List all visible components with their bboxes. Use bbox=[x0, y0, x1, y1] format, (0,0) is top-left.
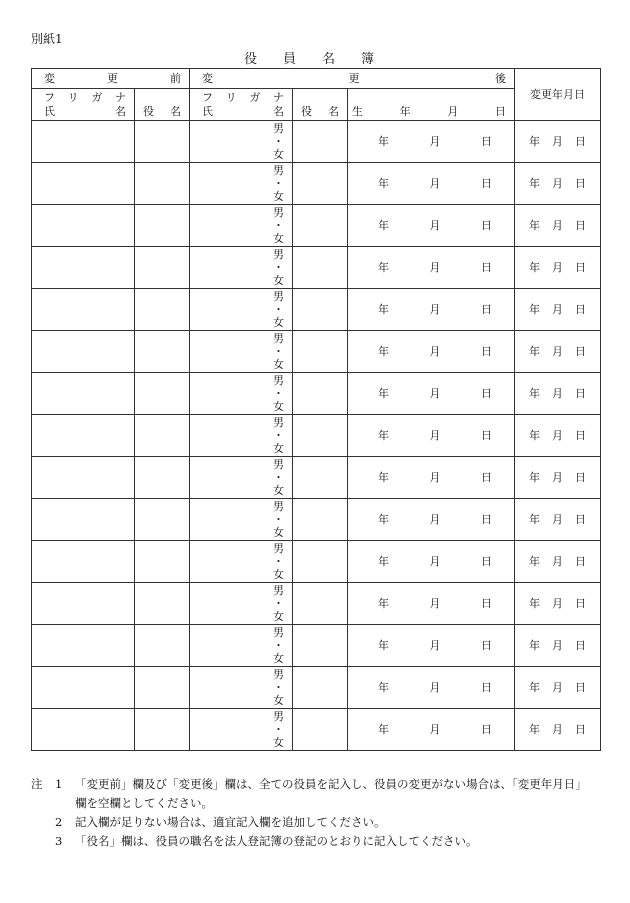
sex-choice: 男 ・ 女 bbox=[273, 416, 284, 455]
after-role-cell[interactable] bbox=[293, 457, 348, 499]
before-name-cell[interactable] bbox=[32, 331, 135, 373]
before-name-cell[interactable] bbox=[32, 457, 135, 499]
note-item-continued: 欄を空欄としてください。 bbox=[75, 796, 213, 810]
header-before: 変 更 前 bbox=[32, 69, 190, 89]
header-birth-date: 生 年 月 日 bbox=[348, 89, 515, 121]
birth-date-cell[interactable]: 年 月 日 bbox=[348, 163, 515, 205]
before-role-cell[interactable] bbox=[135, 331, 190, 373]
before-role-cell[interactable] bbox=[135, 163, 190, 205]
before-name-cell[interactable] bbox=[32, 415, 135, 457]
before-name-cell[interactable] bbox=[32, 541, 135, 583]
table-row bbox=[32, 205, 601, 247]
sex-choice: 男 ・ 女 bbox=[273, 500, 284, 539]
before-name-cell[interactable] bbox=[32, 583, 135, 625]
before-role-cell[interactable] bbox=[135, 373, 190, 415]
header-before-role: 役 名 bbox=[135, 89, 190, 121]
sex-choice: 男 ・ 女 bbox=[273, 290, 284, 329]
note-item: 2 記入欄が足りない場合は、適宜記入欄を追加してください。 bbox=[55, 815, 386, 829]
table-row bbox=[32, 541, 601, 583]
after-name-cell[interactable] bbox=[190, 625, 293, 667]
sex-choice: 男 ・ 女 bbox=[273, 206, 284, 245]
after-name-cell[interactable] bbox=[190, 583, 293, 625]
header-after-name: フ リ ガ ナ 氏 名 bbox=[190, 89, 293, 121]
change-date-cell[interactable]: 年 月 日 bbox=[515, 541, 601, 583]
birth-date-cell[interactable]: 年 月 日 bbox=[348, 625, 515, 667]
after-role-cell[interactable] bbox=[293, 373, 348, 415]
before-name-cell[interactable] bbox=[32, 625, 135, 667]
note-item: 3 「役名」欄は、役員の職名を法人登記簿の登記のとおりに記入してください。 bbox=[55, 834, 478, 848]
change-date-cell[interactable]: 年 月 日 bbox=[515, 205, 601, 247]
after-name-cell[interactable] bbox=[190, 247, 293, 289]
document-title bbox=[244, 52, 374, 68]
table-row bbox=[32, 415, 601, 457]
after-name-cell[interactable] bbox=[190, 331, 293, 373]
after-role-cell[interactable] bbox=[293, 331, 348, 373]
header-row-top bbox=[32, 69, 601, 89]
table-row bbox=[32, 583, 601, 625]
after-role-cell[interactable] bbox=[293, 289, 348, 331]
change-date-cell[interactable]: 年 月 日 bbox=[515, 457, 601, 499]
birth-date-cell[interactable]: 年 月 日 bbox=[348, 457, 515, 499]
after-role-cell[interactable] bbox=[293, 583, 348, 625]
after-role-cell[interactable] bbox=[293, 205, 348, 247]
change-date-cell[interactable]: 年 月 日 bbox=[515, 247, 601, 289]
header-after: 変 更 後 bbox=[190, 69, 515, 89]
after-role-cell[interactable] bbox=[293, 163, 348, 205]
change-date-cell[interactable]: 年 月 日 bbox=[515, 289, 601, 331]
after-name-cell[interactable] bbox=[190, 163, 293, 205]
after-name-cell[interactable] bbox=[190, 373, 293, 415]
sex-choice: 男 ・ 女 bbox=[273, 626, 284, 665]
before-name-cell[interactable] bbox=[32, 667, 135, 709]
after-role-cell[interactable] bbox=[293, 499, 348, 541]
birth-date-cell[interactable]: 年 月 日 bbox=[348, 121, 515, 163]
title-char: 役 bbox=[244, 52, 258, 67]
sex-choice: 男 ・ 女 bbox=[273, 374, 284, 413]
header-before-name: フ リ ガ ナ 氏 名 bbox=[32, 89, 135, 121]
before-name-cell[interactable] bbox=[32, 499, 135, 541]
birth-date-cell[interactable]: 年 月 日 bbox=[348, 373, 515, 415]
before-role-cell[interactable] bbox=[135, 415, 190, 457]
table-row bbox=[32, 163, 601, 205]
birth-date-cell[interactable]: 年 月 日 bbox=[348, 667, 515, 709]
after-role-cell[interactable] bbox=[293, 625, 348, 667]
after-name-cell[interactable] bbox=[190, 667, 293, 709]
sex-choice: 男 ・ 女 bbox=[273, 542, 284, 581]
after-name-cell[interactable] bbox=[190, 457, 293, 499]
before-role-cell[interactable] bbox=[135, 289, 190, 331]
after-name-cell[interactable] bbox=[190, 205, 293, 247]
after-name-cell[interactable] bbox=[190, 415, 293, 457]
change-date-cell[interactable]: 年 月 日 bbox=[515, 667, 601, 709]
after-role-cell[interactable] bbox=[293, 667, 348, 709]
before-name-cell[interactable] bbox=[32, 121, 135, 163]
table-row bbox=[32, 121, 601, 163]
before-name-cell[interactable] bbox=[32, 709, 135, 751]
before-role-cell[interactable] bbox=[135, 541, 190, 583]
after-role-cell[interactable] bbox=[293, 709, 348, 751]
birth-date-cell[interactable]: 年 月 日 bbox=[348, 499, 515, 541]
note-item: 注 1 「変更前」欄及び「変更後」欄は、全ての役員を記入し、役員の変更がない場合は、「変更年月日」 bbox=[31, 777, 587, 791]
after-name-cell[interactable] bbox=[190, 289, 293, 331]
sex-choice: 男 ・ 女 bbox=[273, 668, 284, 707]
after-name-cell[interactable] bbox=[190, 121, 293, 163]
after-role-cell[interactable] bbox=[293, 415, 348, 457]
birth-date-cell[interactable]: 年 月 日 bbox=[348, 541, 515, 583]
before-role-cell[interactable] bbox=[135, 583, 190, 625]
header-change-date: 変更年月日 bbox=[515, 69, 601, 121]
table-row bbox=[32, 709, 601, 751]
title-char: 簿 bbox=[360, 52, 374, 67]
before-role-cell[interactable] bbox=[135, 247, 190, 289]
before-role-cell[interactable] bbox=[135, 457, 190, 499]
table-row bbox=[32, 331, 601, 373]
attachment-label: 別紙1 bbox=[31, 32, 63, 46]
birth-date-cell[interactable]: 年 月 日 bbox=[348, 415, 515, 457]
sex-choice: 男 ・ 女 bbox=[273, 122, 284, 161]
before-name-cell[interactable] bbox=[32, 205, 135, 247]
birth-date-cell[interactable]: 年 月 日 bbox=[348, 247, 515, 289]
birth-date-cell[interactable]: 年 月 日 bbox=[348, 289, 515, 331]
before-role-cell[interactable] bbox=[135, 709, 190, 751]
before-name-cell[interactable] bbox=[32, 247, 135, 289]
after-name-cell[interactable] bbox=[190, 541, 293, 583]
notes-section bbox=[31, 775, 606, 851]
title-char: 名 bbox=[321, 52, 335, 67]
birth-date-cell[interactable]: 年 月 日 bbox=[348, 709, 515, 751]
change-date-cell[interactable]: 年 月 日 bbox=[515, 499, 601, 541]
after-name-cell[interactable] bbox=[190, 709, 293, 751]
change-date-cell[interactable]: 年 月 日 bbox=[515, 121, 601, 163]
table-row bbox=[32, 625, 601, 667]
officer-roster-table bbox=[31, 68, 601, 751]
sex-choice: 男 ・ 女 bbox=[273, 164, 284, 203]
table-row bbox=[32, 373, 601, 415]
after-role-cell[interactable] bbox=[293, 541, 348, 583]
table-row bbox=[32, 499, 601, 541]
table-row bbox=[32, 457, 601, 499]
table-row bbox=[32, 289, 601, 331]
before-role-cell[interactable] bbox=[135, 205, 190, 247]
before-role-cell[interactable] bbox=[135, 121, 190, 163]
before-name-cell[interactable] bbox=[32, 373, 135, 415]
change-date-cell[interactable]: 年 月 日 bbox=[515, 583, 601, 625]
change-date-cell[interactable]: 年 月 日 bbox=[515, 415, 601, 457]
change-date-cell[interactable]: 年 月 日 bbox=[515, 625, 601, 667]
sex-choice: 男 ・ 女 bbox=[273, 332, 284, 371]
sex-choice: 男 ・ 女 bbox=[273, 248, 284, 287]
before-role-cell[interactable] bbox=[135, 499, 190, 541]
after-role-cell[interactable] bbox=[293, 121, 348, 163]
after-role-cell[interactable] bbox=[293, 247, 348, 289]
change-date-cell[interactable]: 年 月 日 bbox=[515, 331, 601, 373]
change-date-cell[interactable]: 年 月 日 bbox=[515, 163, 601, 205]
before-name-cell[interactable] bbox=[32, 289, 135, 331]
after-name-cell[interactable] bbox=[190, 499, 293, 541]
title-char: 員 bbox=[282, 52, 296, 67]
sex-choice: 男 ・ 女 bbox=[273, 584, 284, 623]
before-role-cell[interactable] bbox=[135, 667, 190, 709]
sex-choice: 男 ・ 女 bbox=[273, 458, 284, 497]
birth-date-cell[interactable]: 年 月 日 bbox=[348, 331, 515, 373]
before-name-cell[interactable] bbox=[32, 163, 135, 205]
header-after-role: 役 名 bbox=[293, 89, 348, 121]
change-date-cell[interactable]: 年 月 日 bbox=[515, 709, 601, 751]
birth-date-cell[interactable]: 年 月 日 bbox=[348, 583, 515, 625]
change-date-cell[interactable]: 年 月 日 bbox=[515, 373, 601, 415]
birth-date-cell[interactable]: 年 月 日 bbox=[348, 205, 515, 247]
before-role-cell[interactable] bbox=[135, 625, 190, 667]
table-row bbox=[32, 247, 601, 289]
table-row bbox=[32, 667, 601, 709]
sex-choice: 男 ・ 女 bbox=[273, 710, 284, 749]
